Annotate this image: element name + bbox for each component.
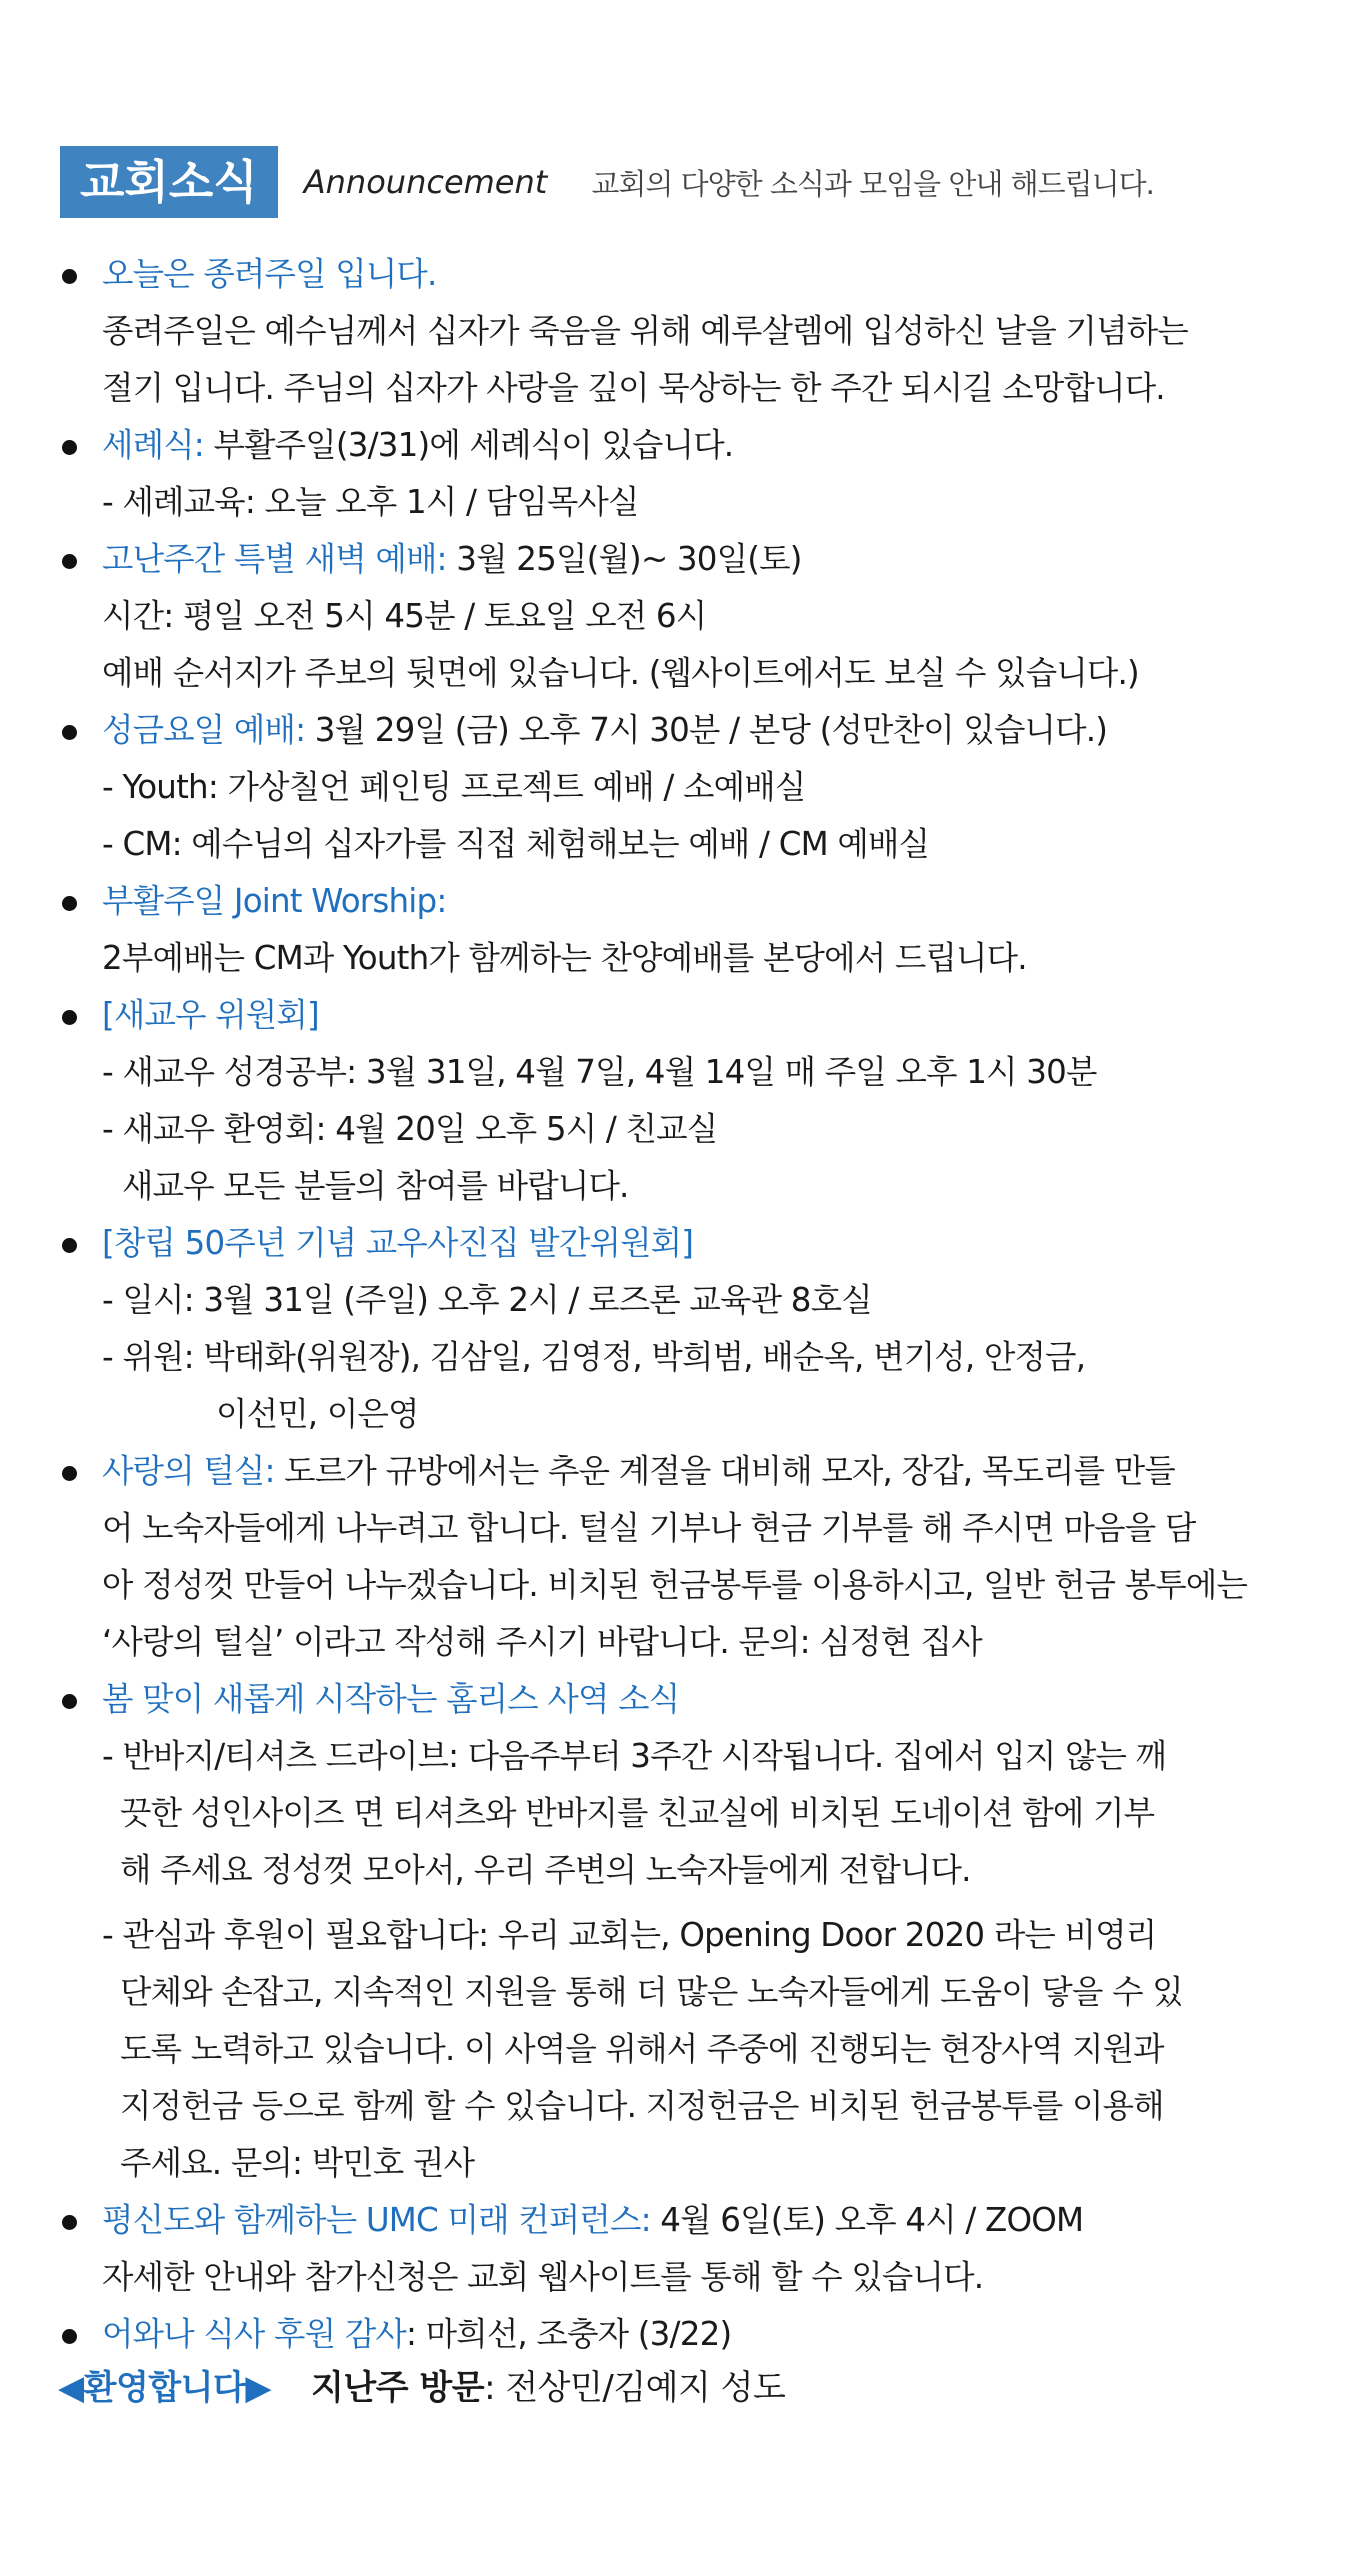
item-line: 해 주세요 정성껏 모아서, 우리 주변의 노숙자들에게 전합니다. xyxy=(120,1851,971,1889)
section-title: 교회소식 xyxy=(60,146,278,218)
item-line: 주세요. 문의: 박민호 권사 xyxy=(120,2144,475,2182)
item-line: 절기 입니다. 주님의 십자가 사랑을 깊이 묵상하는 한 주간 되시길 소망합니다. xyxy=(102,369,1165,407)
bullet-icon xyxy=(62,725,77,740)
bullet-icon xyxy=(62,896,77,911)
item-line: - CM: 예수님의 십자가를 직접 체험해보는 예배 / CM 예배실 xyxy=(102,825,930,863)
item-line: - 위원: 박태화(위원장), 김삼일, 김영정, 박희범, 배순옥, 변기성, 안정금, xyxy=(102,1338,1086,1376)
announcement-newcomer-committee xyxy=(60,987,1330,1215)
item-line: - Youth: 가상칠언 페인팅 프로젝트 예배 / 소예배실 xyxy=(102,768,806,806)
item-line: - 일시: 3월 31일 (주일) 오후 2시 / 로즈론 교육관 8호실 xyxy=(102,1281,872,1319)
item-heading-rest: 도르가 규방에서는 추운 계절을 대비해 모자, 장갑, 목도리를 만들 xyxy=(274,1452,1175,1490)
item-heading: 고난주간 특별 새벽 예배: xyxy=(102,540,447,578)
item-line: 종려주일은 예수님께서 십자가 죽음을 위해 예루살렘에 입성하신 날을 기념하는 xyxy=(102,312,1188,350)
visitor-names: : 전상민/김예지 성도 xyxy=(484,2368,786,2408)
item-line: 지정헌금 등으로 함께 할 수 있습니다. 지정헌금은 비치된 헌금봉투를 이용해 xyxy=(120,2087,1164,2125)
item-line: 새교우 모든 분들의 참여를 바랍니다. xyxy=(122,1167,629,1205)
item-heading: 어와나 식사 후원 감사 xyxy=(102,2315,406,2353)
item-heading: [새교우 위원회] xyxy=(102,996,319,1034)
item-line: 어 노숙자들에게 나누려고 합니다. 털실 기부나 현금 기부를 해 주시면 마음을 담 xyxy=(102,1509,1196,1547)
item-heading-rest: : 마희선, 조충자 (3/22) xyxy=(405,2315,732,2353)
announcement-palm-sunday xyxy=(60,246,1330,417)
item-heading: 오늘은 종려주일 입니다. xyxy=(102,255,437,293)
item-line: - 관심과 후원이 필요합니다: 우리 교회는, Opening Door 2020 라는 비영리 xyxy=(102,1916,1157,1954)
announcement-photo-book-committee xyxy=(60,1215,1330,1443)
item-line: - 반바지/티셔츠 드라이브: 다음주부터 3주간 시작됩니다. 집에서 입지 않는 깨 xyxy=(102,1737,1167,1775)
item-heading: 사랑의 털실: xyxy=(102,1452,275,1490)
bullet-icon xyxy=(62,1010,77,1025)
item-heading-rest: 3월 29일 (금) 오후 7시 30분 / 본당 (성만찬이 있습니다.) xyxy=(305,711,1108,749)
item-heading: 평신도와 함께하는 UMC 미래 컨퍼런스: xyxy=(102,2201,651,2239)
announcement-knitting xyxy=(60,1443,1330,1671)
bullet-icon xyxy=(62,1238,77,1253)
item-line: 시간: 평일 오전 5시 45분 / 토요일 오전 6시 xyxy=(102,597,707,635)
item-heading: 성금요일 예배: xyxy=(102,711,306,749)
item-line: - 새교우 성경공부: 3월 31일, 4월 7일, 4월 14일 매 주일 오후 1시 30분 xyxy=(102,1053,1097,1091)
item-heading: 세례식: xyxy=(102,426,204,464)
announcement-good-friday xyxy=(60,702,1330,873)
announcement-joint-worship xyxy=(60,873,1330,987)
item-line: 예배 순서지가 주보의 뒷면에 있습니다. (웹사이트에서도 보실 수 있습니다.) xyxy=(102,654,1139,692)
item-line: - 새교우 환영회: 4월 20일 오후 5시 / 친교실 xyxy=(102,1110,718,1148)
bullet-icon xyxy=(62,1694,77,1709)
section-header xyxy=(60,146,1154,218)
announcement-awana-thanks xyxy=(60,2306,1330,2363)
bullet-icon xyxy=(62,440,77,455)
announcement-homeless-ministry xyxy=(60,1671,1330,2192)
bullet-icon xyxy=(62,2215,77,2230)
welcome-label: ◀환영합니다▶ xyxy=(58,2368,272,2408)
item-line: 도록 노력하고 있습니다. 이 사역을 위해서 주중에 진행되는 현장사역 지원과 xyxy=(120,2030,1164,2068)
item-line: 아 정성껏 만들어 나누겠습니다. 비치된 헌금봉투를 이용하시고, 일반 헌금 봉투에는 xyxy=(102,1566,1248,1604)
visitor-label: 지난주 방문 xyxy=(311,2368,485,2408)
item-line: - 세례교육: 오늘 오후 1시 / 담임목사실 xyxy=(102,483,639,521)
item-heading: [창립 50주년 기념 교우사진집 발간위원회] xyxy=(102,1224,694,1262)
item-heading: 봄 맞이 새롭게 시작하는 홈리스 사역 소식 xyxy=(102,1680,680,1718)
bullet-icon xyxy=(62,554,77,569)
item-line: 이선민, 이은영 xyxy=(216,1395,419,1433)
section-subtitle-ko: 교회의 다양한 소식과 모임을 안내 해드립니다. xyxy=(591,166,1154,201)
announcement-baptism xyxy=(60,417,1330,531)
item-heading-rest: 4월 6일(토) 오후 4시 / ZOOM xyxy=(650,2201,1084,2239)
bullet-icon xyxy=(62,269,77,284)
item-heading-rest: 3월 25일(월)~ 30일(토) xyxy=(446,540,802,578)
item-line: 2부예배는 CM과 Youth가 함께하는 찬양예배를 본당에서 드립니다. xyxy=(102,939,1027,977)
announcement-umc-conference xyxy=(60,2192,1330,2306)
item-line: ‘사랑의 털실’ 이라고 작성해 주시기 바랍니다. 문의: 심정현 집사 xyxy=(102,1623,982,1661)
item-line: 자세한 안내와 참가신청은 교회 웹사이트를 통해 할 수 있습니다. xyxy=(102,2258,984,2296)
item-line: 단체와 손잡고, 지속적인 지원을 통해 더 많은 노숙자들에게 도움이 닿을 수 있 xyxy=(120,1973,1183,2011)
section-subtitle-en: Announcement xyxy=(303,163,548,201)
item-line: 끗한 성인사이즈 면 티셔츠와 반바지를 친교실에 비치된 도네이션 함에 기부 xyxy=(120,1794,1155,1832)
announcement-dawn-service xyxy=(60,531,1330,702)
bullet-icon xyxy=(62,1466,77,1481)
item-heading-rest: 부활주일(3/31)에 세례식이 있습니다. xyxy=(203,426,734,464)
welcome-line xyxy=(58,2360,785,2416)
item-heading: 부활주일 Joint Worship: xyxy=(102,882,447,920)
bullet-icon xyxy=(62,2329,77,2344)
announcement-list xyxy=(60,246,1330,2363)
